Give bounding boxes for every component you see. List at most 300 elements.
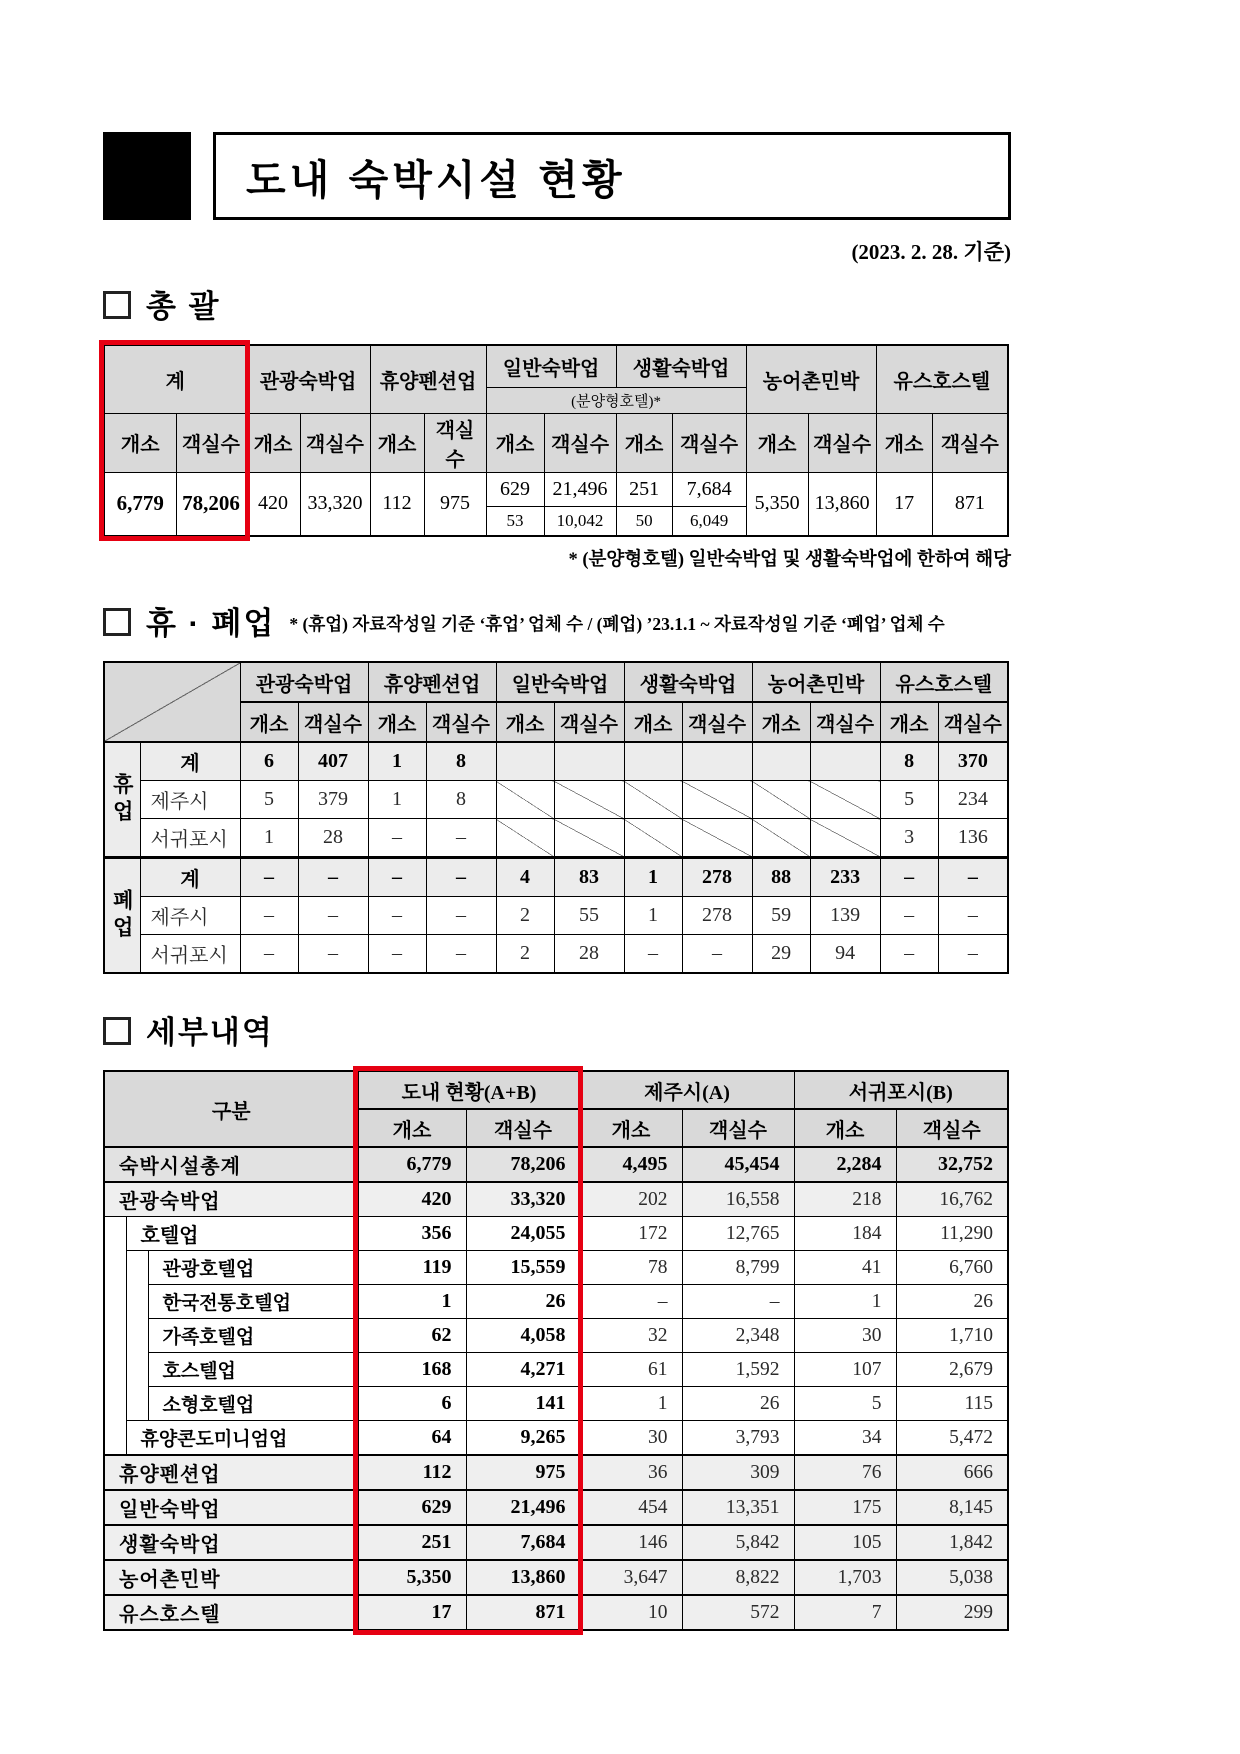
row-label: 제주시 xyxy=(140,897,240,935)
data-cell: 975 xyxy=(466,1455,580,1490)
data-cell: 1 xyxy=(358,1285,466,1319)
section-detail-heading xyxy=(103,1016,1011,1050)
data-cell: – xyxy=(938,935,1008,974)
page-title: 도내 숙박시설 현황 xyxy=(246,156,626,203)
data-cell: 975 xyxy=(424,472,486,536)
row-label: 호텔업 xyxy=(126,1217,358,1251)
row-label: 서귀포시 xyxy=(140,935,240,974)
col-group-farmstay: 농어촌민박 xyxy=(752,662,880,702)
col-subnote-condo-hotel: (분양형호텔)* xyxy=(486,387,746,413)
data-cell: 5 xyxy=(240,781,298,819)
data-cell: 53 xyxy=(486,506,544,536)
data-cell: 5,350 xyxy=(746,472,808,536)
header-rooms: 객실수 xyxy=(810,702,880,742)
header-count: 개소 xyxy=(358,1109,466,1147)
header-count: 개소 xyxy=(752,702,810,742)
col-group-general: 일반숙박업 xyxy=(496,662,624,702)
data-cell: 309 xyxy=(682,1455,794,1490)
data-cell: 202 xyxy=(580,1182,682,1217)
detail-table xyxy=(103,1070,1009,1631)
section-closure-title: 휴 · 폐업 xyxy=(146,606,276,642)
row-group-closed: 폐업 xyxy=(104,858,140,974)
data-cell: 6,760 xyxy=(896,1251,1008,1285)
data-cell: 136 xyxy=(938,819,1008,858)
header-count: 개소 xyxy=(246,413,300,472)
data-cell: 6 xyxy=(358,1387,466,1421)
table-row xyxy=(104,1285,1008,1319)
data-cell: 871 xyxy=(466,1595,580,1630)
data-cell: – xyxy=(682,1285,794,1319)
data-cell: 5,038 xyxy=(896,1560,1008,1595)
data-cell: 13,860 xyxy=(808,472,876,536)
not-applicable-cell xyxy=(554,819,624,858)
data-cell: 7 xyxy=(794,1595,896,1630)
data-cell: 4,271 xyxy=(466,1353,580,1387)
header-rooms: 객실수 xyxy=(544,413,616,472)
header-count: 개소 xyxy=(368,702,426,742)
data-cell: 83 xyxy=(554,858,624,897)
header-rooms: 객실수 xyxy=(466,1109,580,1147)
closure-table xyxy=(103,661,1009,974)
data-cell: 28 xyxy=(554,935,624,974)
data-cell: 45,454 xyxy=(682,1147,794,1182)
indent-cell xyxy=(104,1353,126,1387)
data-cell: 30 xyxy=(794,1319,896,1353)
data-cell: 26 xyxy=(896,1285,1008,1319)
not-applicable-cell xyxy=(752,781,810,819)
col-group-youth-hostel: 유스호스텔 xyxy=(876,345,1008,413)
table-row xyxy=(104,1217,1008,1251)
header-count: 개소 xyxy=(370,413,424,472)
table-row xyxy=(104,1455,1008,1490)
data-cell: – xyxy=(368,858,426,897)
overview-footnote: * (분양형호텔) 일반숙박업 및 생활숙박업에 한하여 해당 xyxy=(568,550,1011,571)
data-cell: – xyxy=(880,897,938,935)
data-cell: 11,290 xyxy=(896,1217,1008,1251)
data-cell: 184 xyxy=(794,1217,896,1251)
data-cell: 4,058 xyxy=(466,1319,580,1353)
table-row xyxy=(104,1595,1008,1630)
section-overview-heading xyxy=(103,290,1011,324)
data-cell: 1 xyxy=(624,897,682,935)
col-group-province-total: 도내 현황(A+B) xyxy=(358,1071,580,1109)
date-note: (2023. 2. 28. 기준) xyxy=(851,240,1011,264)
col-group-general: 일반숙박업 xyxy=(486,345,616,387)
col-group-youth-hostel: 유스호스텔 xyxy=(880,662,1008,702)
data-cell: 1 xyxy=(624,858,682,897)
data-cell: 21,496 xyxy=(466,1490,580,1525)
data-cell: 299 xyxy=(896,1595,1008,1630)
data-cell: 8,822 xyxy=(682,1560,794,1595)
row-label: 농어촌민박 xyxy=(104,1560,358,1595)
title-black-square xyxy=(103,132,191,220)
data-cell: 8,145 xyxy=(896,1490,1008,1525)
data-cell: 629 xyxy=(358,1490,466,1525)
data-cell: 1 xyxy=(580,1387,682,1421)
data-cell: 278 xyxy=(682,897,752,935)
data-cell: 26 xyxy=(466,1285,580,1319)
data-cell: – xyxy=(938,858,1008,897)
data-cell: – xyxy=(240,897,298,935)
data-cell: 2,679 xyxy=(896,1353,1008,1387)
not-applicable-cell xyxy=(496,742,554,781)
data-cell: 5 xyxy=(880,781,938,819)
data-cell: – xyxy=(624,935,682,974)
header-count: 개소 xyxy=(496,702,554,742)
table-row xyxy=(104,781,1008,819)
indent-cell xyxy=(104,1251,126,1285)
data-cell: – xyxy=(426,935,496,974)
data-cell: 1 xyxy=(368,742,426,781)
not-applicable-cell xyxy=(624,742,682,781)
data-cell: 17 xyxy=(876,472,932,536)
col-group-tourism: 관광숙박업 xyxy=(246,345,370,413)
header-rooms: 객실수 xyxy=(426,702,496,742)
header-rooms: 객실수 xyxy=(298,702,368,742)
data-cell: 3,647 xyxy=(580,1560,682,1595)
header-rooms: 객실수 xyxy=(896,1109,1008,1147)
title-box xyxy=(213,132,1011,220)
data-cell: 629 xyxy=(486,472,544,506)
data-cell: 4,495 xyxy=(580,1147,682,1182)
square-bullet-icon xyxy=(103,608,131,636)
data-cell: 107 xyxy=(794,1353,896,1387)
data-cell: 13,351 xyxy=(682,1490,794,1525)
data-cell: 9,265 xyxy=(466,1421,580,1456)
data-cell: 420 xyxy=(246,472,300,536)
data-cell: 666 xyxy=(896,1455,1008,1490)
header-count: 개소 xyxy=(876,413,932,472)
data-cell: 41 xyxy=(794,1251,896,1285)
data-cell: 15,559 xyxy=(466,1251,580,1285)
data-cell: – xyxy=(368,935,426,974)
data-cell: 1 xyxy=(368,781,426,819)
data-cell: 115 xyxy=(896,1387,1008,1421)
header-count: 개소 xyxy=(794,1109,896,1147)
data-cell: 5 xyxy=(794,1387,896,1421)
data-cell: 34 xyxy=(794,1421,896,1456)
data-cell: 94 xyxy=(810,935,880,974)
row-label: 가족호텔업 xyxy=(148,1319,358,1353)
data-cell: – xyxy=(298,935,368,974)
data-cell: 572 xyxy=(682,1595,794,1630)
row-label: 소형호텔업 xyxy=(148,1387,358,1421)
header-rooms: 객실수 xyxy=(424,413,486,472)
header-rooms: 객실수 xyxy=(672,413,746,472)
table-row xyxy=(104,1147,1008,1182)
data-cell: 10,042 xyxy=(544,506,616,536)
data-cell: – xyxy=(938,897,1008,935)
table-row xyxy=(104,1182,1008,1217)
data-cell: 10 xyxy=(580,1595,682,1630)
data-cell: 218 xyxy=(794,1182,896,1217)
data-cell: 64 xyxy=(358,1421,466,1456)
data-cell: 6 xyxy=(240,742,298,781)
data-cell: 234 xyxy=(938,781,1008,819)
data-cell: 50 xyxy=(616,506,672,536)
data-cell: – xyxy=(426,819,496,858)
indent-cell xyxy=(104,1319,126,1353)
data-cell: 1 xyxy=(240,819,298,858)
data-cell: 407 xyxy=(298,742,368,781)
data-cell: 5,472 xyxy=(896,1421,1008,1456)
data-cell: 356 xyxy=(358,1217,466,1251)
data-cell: 33,320 xyxy=(300,472,370,536)
data-cell: 175 xyxy=(794,1490,896,1525)
data-cell: – xyxy=(298,897,368,935)
header-rooms: 객실수 xyxy=(300,413,370,472)
indent-cell xyxy=(126,1319,148,1353)
data-cell: 16,762 xyxy=(896,1182,1008,1217)
data-cell: 6,049 xyxy=(672,506,746,536)
section-detail-title: 세부내역 xyxy=(146,1015,274,1051)
data-cell: 420 xyxy=(358,1182,466,1217)
not-applicable-cell xyxy=(496,819,554,858)
indent-cell xyxy=(126,1387,148,1421)
row-label: 호스텔업 xyxy=(148,1353,358,1387)
data-cell: 59 xyxy=(752,897,810,935)
col-group-pension: 휴양펜션업 xyxy=(368,662,496,702)
data-cell: 33,320 xyxy=(466,1182,580,1217)
header-count: 개소 xyxy=(746,413,808,472)
data-cell: 379 xyxy=(298,781,368,819)
data-cell: 29 xyxy=(752,935,810,974)
header-count: 개소 xyxy=(880,702,938,742)
not-applicable-cell xyxy=(624,819,682,858)
data-cell: – xyxy=(880,858,938,897)
col-group-tourism: 관광숙박업 xyxy=(240,662,368,702)
data-cell: – xyxy=(682,935,752,974)
not-applicable-cell xyxy=(496,781,554,819)
not-applicable-cell xyxy=(554,781,624,819)
col-group-living: 생활숙박업 xyxy=(616,345,746,387)
data-cell: 28 xyxy=(298,819,368,858)
indent-cell xyxy=(104,1217,126,1251)
data-cell: 32 xyxy=(580,1319,682,1353)
data-cell: 1,592 xyxy=(682,1353,794,1387)
data-cell: 24,055 xyxy=(466,1217,580,1251)
header-gubun: 구분 xyxy=(104,1071,358,1147)
indent-cell xyxy=(126,1353,148,1387)
data-cell: 13,860 xyxy=(466,1560,580,1595)
row-group-suspended: 휴업 xyxy=(104,742,140,858)
data-cell: 88 xyxy=(752,858,810,897)
row-label: 유스호스텔 xyxy=(104,1595,358,1630)
data-cell: 3,793 xyxy=(682,1421,794,1456)
not-applicable-cell xyxy=(624,781,682,819)
table-row xyxy=(104,1490,1008,1525)
data-cell: 78 xyxy=(580,1251,682,1285)
header-count: 개소 xyxy=(240,702,298,742)
data-cell: 141 xyxy=(466,1387,580,1421)
data-cell: 17 xyxy=(358,1595,466,1630)
diagonal-header-cell xyxy=(104,662,240,742)
data-cell: 55 xyxy=(554,897,624,935)
data-cell: – xyxy=(240,935,298,974)
not-applicable-cell xyxy=(752,819,810,858)
indent-cell xyxy=(104,1387,126,1421)
header-count: 개소 xyxy=(624,702,682,742)
data-cell: 1,710 xyxy=(896,1319,1008,1353)
not-applicable-cell xyxy=(682,781,752,819)
data-cell: 278 xyxy=(682,858,752,897)
table-row xyxy=(104,1421,1008,1456)
data-cell: 2,348 xyxy=(682,1319,794,1353)
data-cell: 172 xyxy=(580,1217,682,1251)
col-group-total: 계 xyxy=(104,345,246,413)
data-cell: – xyxy=(368,897,426,935)
data-cell: 119 xyxy=(358,1251,466,1285)
data-cell: 32,752 xyxy=(896,1147,1008,1182)
not-applicable-cell xyxy=(682,742,752,781)
header-count: 개소 xyxy=(580,1109,682,1147)
table-row xyxy=(104,1387,1008,1421)
data-cell: 78,206 xyxy=(466,1147,580,1182)
section-closure-heading xyxy=(103,607,1011,641)
data-cell: 370 xyxy=(938,742,1008,781)
data-cell: 61 xyxy=(580,1353,682,1387)
title-bar xyxy=(103,132,1011,220)
data-cell: 454 xyxy=(580,1490,682,1525)
data-cell: 2 xyxy=(496,897,554,935)
data-cell: 21,496 xyxy=(544,472,616,506)
indent-cell xyxy=(104,1421,126,1456)
not-applicable-cell xyxy=(554,742,624,781)
row-label: 계 xyxy=(140,742,240,781)
indent-cell xyxy=(126,1285,148,1319)
row-label: 숙박시설총계 xyxy=(104,1147,358,1182)
table-row xyxy=(104,1525,1008,1560)
data-cell: 2 xyxy=(496,935,554,974)
not-applicable-cell xyxy=(752,742,810,781)
data-cell: 2,284 xyxy=(794,1147,896,1182)
document-page xyxy=(103,0,1011,1631)
col-group-living: 생활숙박업 xyxy=(624,662,752,702)
header-rooms: 객실수 xyxy=(176,413,246,472)
header-rooms: 객실수 xyxy=(682,702,752,742)
data-cell: 8,799 xyxy=(682,1251,794,1285)
data-cell: 1,842 xyxy=(896,1525,1008,1560)
data-cell: – xyxy=(368,819,426,858)
row-label: 관광숙박업 xyxy=(104,1182,358,1217)
data-cell: 6,779 xyxy=(104,472,176,536)
table-row xyxy=(104,819,1008,858)
table-row xyxy=(104,897,1008,935)
data-cell: 12,765 xyxy=(682,1217,794,1251)
data-cell: 251 xyxy=(358,1525,466,1560)
row-label: 관광호텔업 xyxy=(148,1251,358,1285)
row-label: 계 xyxy=(140,858,240,897)
col-group-seogwipo-city: 서귀포시(B) xyxy=(794,1071,1008,1109)
data-cell: – xyxy=(580,1285,682,1319)
data-cell: 1 xyxy=(794,1285,896,1319)
data-cell: 6,779 xyxy=(358,1147,466,1182)
data-cell: 26 xyxy=(682,1387,794,1421)
row-label: 휴양콘도미니엄업 xyxy=(126,1421,358,1456)
table-row xyxy=(104,1251,1008,1285)
data-cell: 139 xyxy=(810,897,880,935)
overview-table xyxy=(103,344,1009,537)
data-cell: 30 xyxy=(580,1421,682,1456)
not-applicable-cell xyxy=(682,819,752,858)
data-cell: 76 xyxy=(794,1455,896,1490)
not-applicable-cell xyxy=(810,781,880,819)
header-rooms: 객실수 xyxy=(808,413,876,472)
data-cell: – xyxy=(240,858,298,897)
data-cell: 1,703 xyxy=(794,1560,896,1595)
not-applicable-cell xyxy=(810,742,880,781)
data-cell: 251 xyxy=(616,472,672,506)
data-cell: 146 xyxy=(580,1525,682,1560)
col-group-farmstay: 농어촌민박 xyxy=(746,345,876,413)
section-overview-title: 총 괄 xyxy=(146,289,221,324)
data-cell: – xyxy=(426,897,496,935)
data-cell: 8 xyxy=(426,742,496,781)
not-applicable-cell xyxy=(810,819,880,858)
header-rooms: 객실수 xyxy=(938,702,1008,742)
row-label: 휴양펜션업 xyxy=(104,1455,358,1490)
row-label: 서귀포시 xyxy=(140,819,240,858)
data-cell: 871 xyxy=(932,472,1008,536)
closure-note: * (휴업) 자료작성일 기준 ‘휴업’ 업체 수 / (폐업) ’23.1.1 ~ 자료작성일 기준 ‘폐업’ 업체 수 xyxy=(289,614,945,635)
data-cell: – xyxy=(298,858,368,897)
data-cell: 4 xyxy=(496,858,554,897)
data-cell: – xyxy=(880,935,938,974)
data-cell: – xyxy=(426,858,496,897)
header-count: 개소 xyxy=(104,413,176,472)
table-row xyxy=(104,742,1008,781)
row-label: 일반숙박업 xyxy=(104,1490,358,1525)
overview-table-wrap xyxy=(103,344,1011,537)
table-row xyxy=(104,1353,1008,1387)
data-cell: 8 xyxy=(880,742,938,781)
square-bullet-icon xyxy=(103,291,131,319)
data-cell: 112 xyxy=(358,1455,466,1490)
table-row xyxy=(104,935,1008,974)
header-rooms: 객실수 xyxy=(554,702,624,742)
header-rooms: 객실수 xyxy=(682,1109,794,1147)
data-cell: 8 xyxy=(426,781,496,819)
closure-table-wrap xyxy=(103,661,1011,974)
data-cell: 112 xyxy=(370,472,424,536)
col-group-jeju-city: 제주시(A) xyxy=(580,1071,794,1109)
table-row xyxy=(104,858,1008,897)
row-label: 생활숙박업 xyxy=(104,1525,358,1560)
data-cell: 233 xyxy=(810,858,880,897)
header-count: 개소 xyxy=(616,413,672,472)
data-cell: 168 xyxy=(358,1353,466,1387)
data-cell: 7,684 xyxy=(672,472,746,506)
table-row xyxy=(104,1319,1008,1353)
header-rooms: 객실수 xyxy=(932,413,1008,472)
data-cell: 7,684 xyxy=(466,1525,580,1560)
data-cell: 5,350 xyxy=(358,1560,466,1595)
row-label: 한국전통호텔업 xyxy=(148,1285,358,1319)
row-label: 제주시 xyxy=(140,781,240,819)
header-count: 개소 xyxy=(486,413,544,472)
data-cell: 16,558 xyxy=(682,1182,794,1217)
data-cell: 36 xyxy=(580,1455,682,1490)
data-cell: 105 xyxy=(794,1525,896,1560)
indent-cell xyxy=(104,1285,126,1319)
data-cell: 78,206 xyxy=(176,472,246,536)
col-group-pension: 휴양펜션업 xyxy=(370,345,486,413)
data-cell: 5,842 xyxy=(682,1525,794,1560)
indent-cell xyxy=(126,1251,148,1285)
data-cell: 3 xyxy=(880,819,938,858)
data-cell: 62 xyxy=(358,1319,466,1353)
square-bullet-icon xyxy=(103,1017,131,1045)
